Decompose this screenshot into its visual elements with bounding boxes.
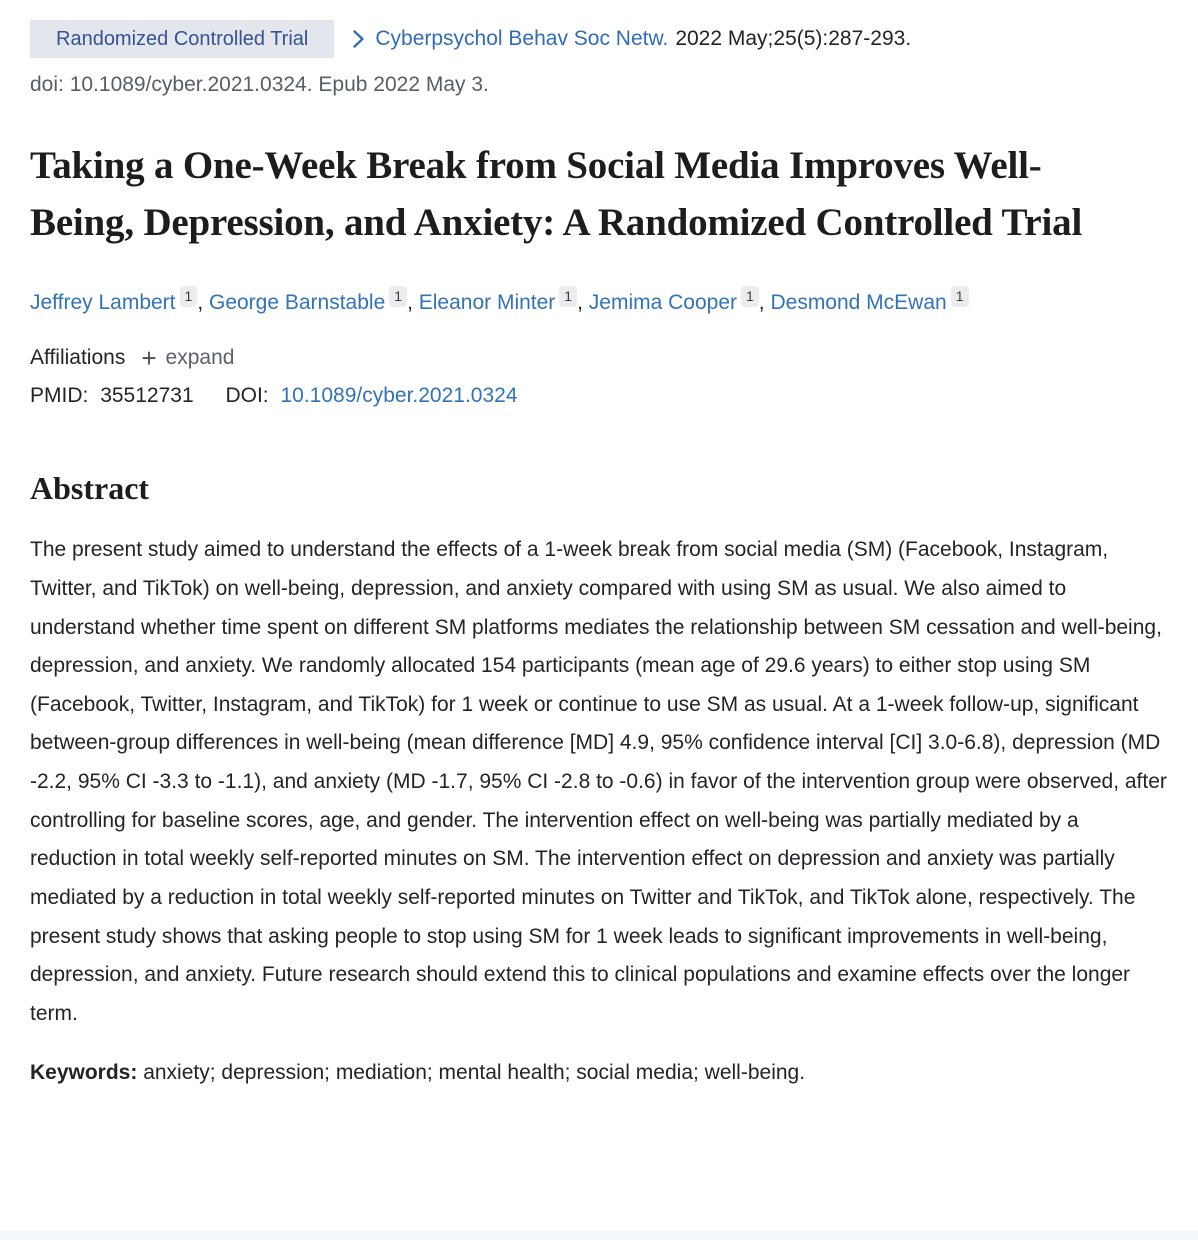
abstract-heading: Abstract (30, 470, 150, 507)
affiliations-label[interactable]: Affiliations (30, 346, 126, 370)
citation-text: 2022 May;25(5):287-293. (675, 27, 912, 51)
article-title: Taking a One-Week Break from Social Media Improves Well-Being, Depression, and Anxiety: A Randomized Controlled Trial (30, 144, 1083, 245)
keywords-text: anxiety; depression; mediation; mental health; social media; well-being. (143, 1061, 806, 1085)
abstract-text: The present study aimed to understand the effects of a 1-week break from social media (SM) (Facebook, Instagram, Twitter, and TikTok) on well-being, depression, and anxiety compared with using SM as usual. We also aimed to understand whether time spent on different SM platforms mediates the relationship between SM cessation and well-being, depression, and anxiety. We randomly allocated 154 participants (mean age of 29.6 years) to either stop using SM (Facebook, Twitter, Instagram, and TikTok) for 1 week or continue to use SM as usual. At a 1-week follow-up, significant between-group differences in well-being (mean difference [MD] 4.9, 95% confidence interval [CI] 3.0-6.8), depression (MD -2.2, 95% CI -3.3 to -1.1), and anxiety (MD -1.7, 95% CI -2.8 to -0.6) in favor of the intervention group were observed, after controlling for baseline scores, age, and gender. The intervention effect on well-being was partially mediated by a reduction in total weekly self-reported minutes on SM. The intervention effect on depression and anxiety was partially mediated by a reduction in total weekly self-reported minutes on Twitter and TikTok, and TikTok alone, respectively. The present study shows that asking people to stop using SM for 1 week leads to significant improvements in well-being, depression, and anxiety. Future research should extend this to clinical populations and examine effects over the longer term. (30, 538, 1167, 1025)
author-item (208, 287, 407, 314)
keywords-label: Keywords: (30, 1061, 138, 1085)
expand-label: expand (165, 346, 235, 370)
authors-list (30, 286, 1168, 320)
author-item (30, 287, 197, 314)
author-link[interactable]: George Barnstable (208, 290, 386, 314)
publication-type-badge[interactable]: Randomized Controlled Trial (30, 20, 334, 58)
author-separator: , (577, 290, 589, 314)
affiliations-row (30, 343, 1168, 374)
author-separator: , (758, 290, 771, 314)
plus-icon: + (141, 343, 157, 374)
doi-link[interactable]: 10.1089/cyber.2021.0324 (280, 384, 518, 408)
bottom-panel-edge (0, 1231, 1198, 1240)
author-item (770, 287, 968, 314)
author-separator: , (407, 290, 419, 314)
citation-header (30, 20, 1168, 97)
pmid-value: 35512731 (100, 384, 194, 408)
journal-link[interactable]: Cyberpsychol Behav Soc Netw. (375, 27, 669, 51)
doi-label: DOI: (225, 384, 269, 408)
author-affiliation-number[interactable]: 1 (389, 286, 407, 307)
author-link[interactable]: Desmond McEwan (770, 290, 947, 314)
author-affiliation-number[interactable]: 1 (741, 286, 759, 307)
keywords-line (30, 1054, 1168, 1093)
citation-line (30, 20, 1168, 58)
chevron-right-icon (352, 29, 365, 49)
author-affiliation-number[interactable]: 1 (559, 286, 577, 307)
identifiers-row (30, 384, 1168, 408)
expand-affiliations-button[interactable] (141, 343, 235, 374)
author-link[interactable]: Eleanor Minter (418, 290, 556, 314)
abstract-section (30, 470, 1168, 1093)
author-link[interactable]: Jemima Cooper (588, 290, 737, 314)
author-affiliation-number[interactable]: 1 (951, 286, 969, 307)
pmid-label: PMID: (30, 384, 89, 408)
author-item (588, 287, 759, 314)
author-affiliation-number[interactable]: 1 (180, 286, 198, 307)
author-link[interactable]: Jeffrey Lambert (30, 290, 176, 314)
doi-epub-line: doi: 10.1089/cyber.2021.0324. Epub 2022 May 3. (30, 73, 489, 96)
author-separator: , (197, 290, 209, 314)
author-item (418, 287, 577, 314)
